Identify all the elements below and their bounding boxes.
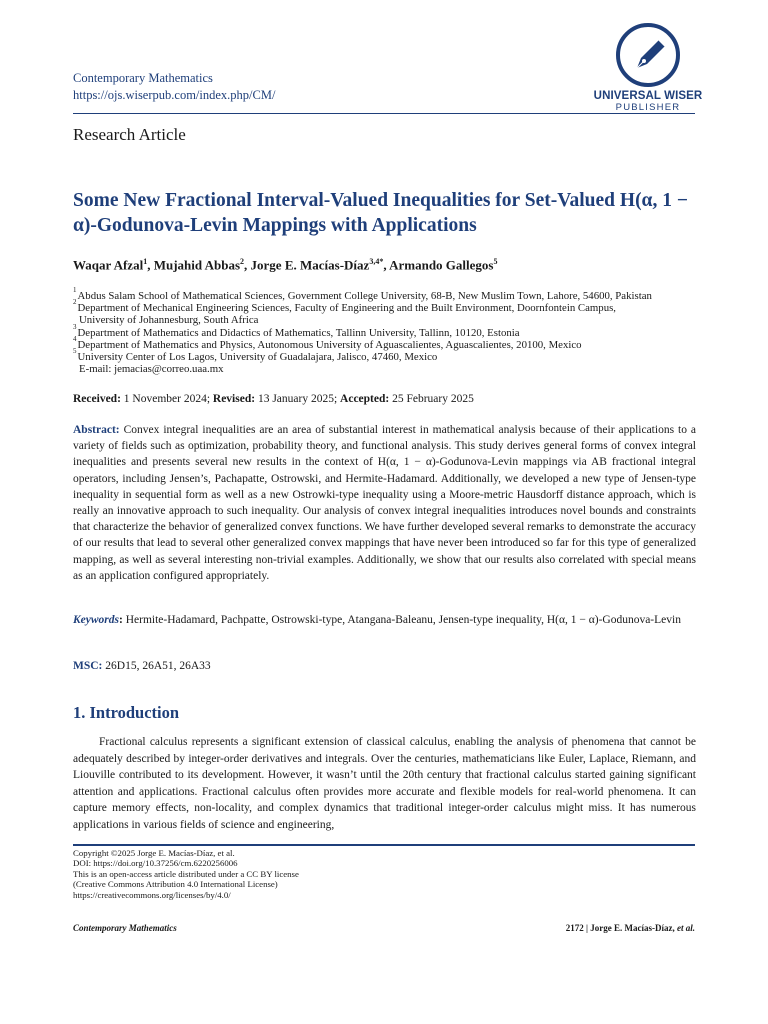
accepted-label: Accepted: <box>340 393 390 405</box>
affiliation: 2 Department of Mechanical Engineering Sciences, Faculty of Engineering and the Built Environment, Doornfontein Campus, <box>73 298 616 315</box>
copyright-footnote <box>73 848 299 900</box>
header-rule <box>73 113 695 114</box>
abstract-text: Convex integral inequalities are an area of substantial interest in mathematical analysis because of their applications to a variety of fields such as optimization, probability theory, and functional analysis. This study derives general forms of convex integral inequalities and presents several new results in the context of H(α, 1 − α)-Godunova-Levin mappings via AB fractional integral operators, including Jensen’s, Pachapatte, Ostrowski, and Hermite-Hadamard. Additionally, we developed a new type of Jensen-type inequality in sequential form as well as a new Ostrowki-type inequality using a Moore-metric Hausdorff distance approach, which is really an innovative approach to such inequality. Our analysis of convex integral inequalities introduces novel bounds and constraints that characterize the behavior of generalized convex functions. We have further developed several remarks to demonstrate the accuracy of our results that lead to several other generalized convex mappings that have never been introduced so far for this type of generalized mapping, as well as several interesting non-trivial examples. Additionally, we show that our results also correlated with special means as an application configured appropriately. <box>73 424 697 582</box>
keywords-label: Keywords <box>73 614 119 626</box>
author: Armando Gallegos <box>389 257 494 273</box>
doi-link[interactable]: DOI: https://doi.org/10.37256/cm.6220256006 <box>73 858 238 869</box>
keywords-text: Hermite-Hadamard, Pachpatte, Ostrowski-type, Atangana-Baleanu, Jensen-type inequality, H(α, 1 − α)-Godunova-Levin <box>125 614 681 626</box>
msc-codes <box>73 660 211 672</box>
received-date: 1 November 2024; <box>123 393 211 405</box>
affiliation: 1 Abdus Salam School of Mathematical Sciences, Government College University, 68-B, New Muslim Town, Lahore, 54600, Pakistan <box>73 286 652 302</box>
author: Mujahid Abbas <box>153 257 241 273</box>
abstract <box>73 422 696 584</box>
msc-text: 26D15, 26A51, 26A33 <box>105 660 211 672</box>
corresponding-email[interactable]: E-mail: jemacias@correo.uaa.mx <box>79 363 224 376</box>
publisher-logo <box>586 22 710 116</box>
accepted-date: 25 February 2025 <box>392 393 474 405</box>
author-affil-mark: 1 <box>143 257 148 266</box>
logo-text-sub: PUBLISHER <box>615 102 681 113</box>
received-label: Received: <box>73 393 121 405</box>
author-affil-mark: 2 <box>240 257 245 266</box>
revised-date: 13 January 2025; <box>257 393 338 405</box>
logo-text-main: UNIVERSAL WISER <box>593 90 703 102</box>
affiliation-list <box>73 286 697 376</box>
author-affil-mark: 5 <box>493 257 498 266</box>
journal-name: Contemporary Mathematics <box>73 71 213 85</box>
author: Waqar Afzal <box>73 257 144 273</box>
footer-page-info: 2172 | Jorge E. Macías-Díaz, et al. <box>565 923 695 933</box>
author-affil-mark: 3,4* <box>369 257 384 266</box>
affiliation: 3 Department of Mathematics and Didactics of Mathematics, Tallinn University, Tallinn, 10120, Estonia <box>73 322 520 339</box>
affiliation: University of Johannesburg, South Africa <box>79 314 259 327</box>
affiliation: 4 Department of Mathematics and Physics, Autonomous University of Aguascalientes, Aguascalientes, 20100, Mexico <box>73 334 582 351</box>
abstract-label: Abstract: <box>73 424 120 436</box>
intro-paragraph: Fractional calculus represents a significant extension of classical calculus, enabling the analysis of phenomena that cannot be adequately described by integer-order derivatives and integrals. Over the centuries, mathematicians like Euler, Laplace, Riemann, and Liouville contributed to its development. However, it wasn’t until the 20th century that fractional calculus started gaining significant attention and applications. Fractional calculus often provides more accurate and flexible models for real-world phenomena. It can capture memory effects, non-locality, and complex dynamics that traditional integer-order calculus might miss. It has numerous applications in various fields of science and engineering, <box>73 736 696 831</box>
article-title: Some New Fractional Interval-Valued Inequalities for Set-Valued H(α, 1 − α)-Godunova-Levin Mappings with Applications <box>73 190 688 236</box>
msc-label: MSC: <box>73 660 103 672</box>
article-type: Research Article <box>73 125 186 144</box>
revised-label: Revised: <box>212 393 256 405</box>
author: Jorge E. Macías-Díaz <box>250 257 370 273</box>
affiliation: 5 University Center of Los Lagos, University of Guadalajara, Jalisco, 47460, Mexico <box>73 347 438 364</box>
license-link[interactable]: https://creativecommons.org/licenses/by/4.0/ <box>73 889 231 900</box>
license-name: (Creative Commons Attribution 4.0 International License) <box>73 879 278 890</box>
keywords: Keywords: Hermite-Hadamard, Pachpatte, Ostrowski-type, Atangana-Baleanu, Jensen-type inequality, H(α, 1 − α)-Godunova-Levin <box>73 614 681 626</box>
journal-url[interactable]: https://ojs.wiserpub.com/index.php/CM/ <box>73 88 276 102</box>
article-dates <box>73 393 474 405</box>
license-line: This is an open-access article distributed under a CC BY license <box>73 868 299 879</box>
footnote-rule <box>73 844 695 846</box>
section-heading: 1. Introduction <box>73 703 180 722</box>
footer-journal: Contemporary Mathematics <box>73 923 177 933</box>
pen-nib-icon <box>615 22 681 88</box>
copyright-line: Copyright ©2025 Jorge E. Macías-Díaz, et al. <box>73 848 235 858</box>
author-list: Waqar Afzal$^1$, Mujahid Abbas$^2$, Jorge E. Macías-Díaz$^{3,4*}$, Armando Gallegos$^5$ <box>73 257 498 273</box>
